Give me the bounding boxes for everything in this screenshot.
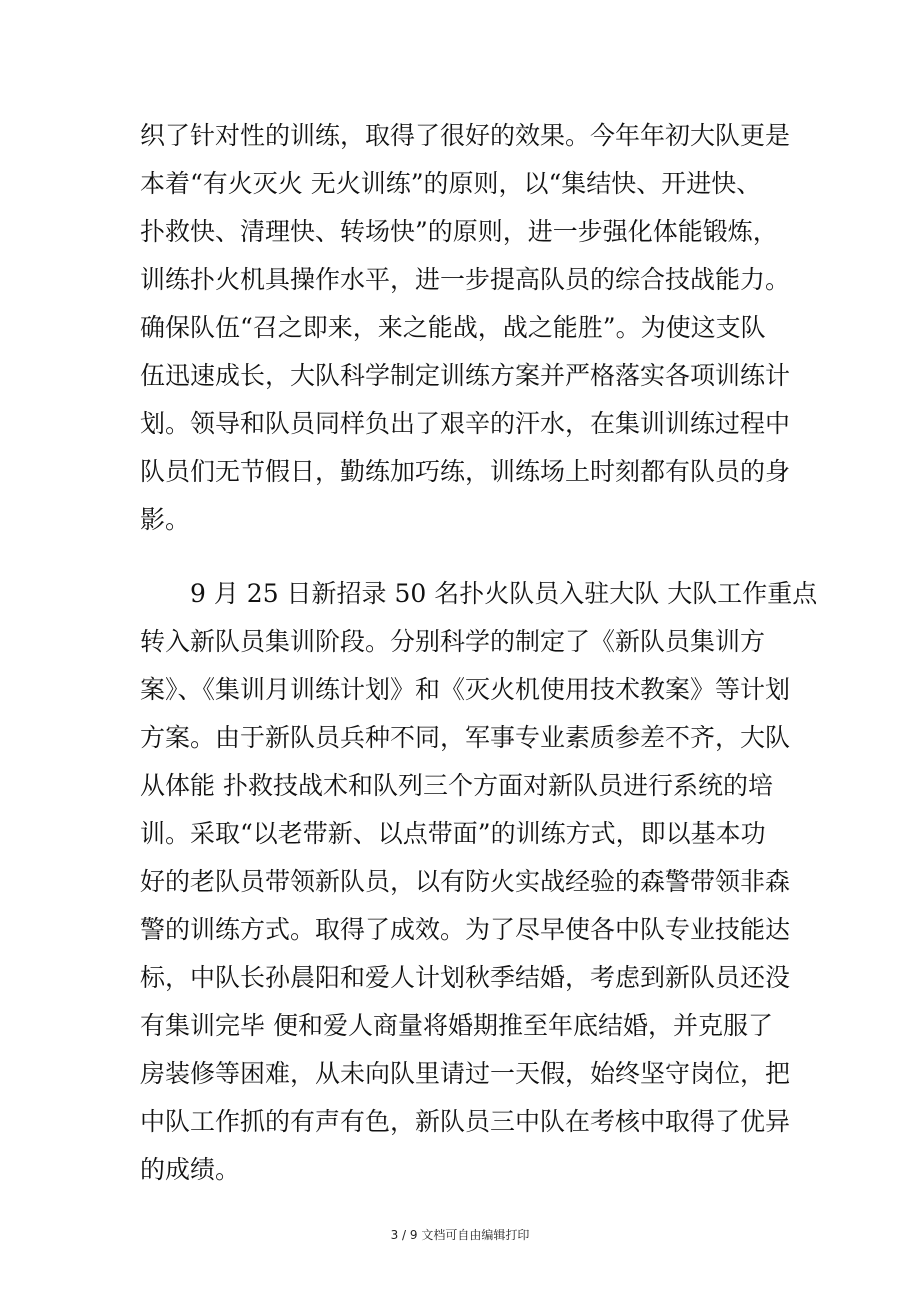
- text-line: 队员们无节假日，勤练加巧练，训练场上时刻都有队员的身: [140, 457, 791, 486]
- text-line: 扑救快、清理快、转场快”的原则，进一步强化体能锻炼，: [140, 217, 778, 246]
- page-number-label: 3 / 9 文档可自由编辑打印: [390, 1228, 530, 1242]
- text-line: 训。采取“以老带新、以点带面”的训练方式，即以基本功: [140, 819, 766, 848]
- text-line: 好的老队员带领新队员，以有防火实战经验的森警带领非森: [140, 867, 791, 896]
- text-line: 案》、《集训月训练计划》和《灭火机使用技术教案》等计划: [140, 675, 791, 704]
- paragraph-1: [140, 112, 791, 544]
- text-line: 织了针对性的训练，取得了很好的效果。今年年初大队更是: [140, 121, 791, 150]
- paragraph-spacer: [140, 544, 780, 570]
- document-body: [140, 112, 818, 1194]
- text-line: 本着“有火灭火 无火训练”的原则，以“集结快、开进快、: [140, 169, 762, 198]
- paragraph-2: [140, 570, 818, 1194]
- text-line: 确保队伍“召之即来，来之能战，战之能胜”。为使这支队: [140, 313, 766, 342]
- text-line: 有集训完毕 便和爱人商量将婚期推至年底结婚，并克服了: [140, 1011, 773, 1040]
- text-line: 影。: [140, 505, 191, 534]
- text-line: 房装修等困难，从未向队里请过一天假，始终坚守岗位，把: [140, 1059, 791, 1088]
- text-line: 划。领导和队员同样负出了艰辛的汗水，在集训训练过程中: [140, 409, 791, 438]
- text-line: 训练扑火机具操作水平，进一步提高队员的综合技战能力。: [140, 265, 791, 294]
- text-line: 警的训练方式。取得了成效。为了尽早使各中队专业技能达: [140, 915, 791, 944]
- text-line: 转入新队员集训阶段。分别科学的制定了《新队员集训方: [140, 627, 766, 656]
- text-line: 中队工作抓的有声有色，新队员三中队在考核中取得了优异: [140, 1107, 791, 1136]
- text-line: 的成绩。: [140, 1155, 241, 1184]
- page-footer: [0, 1226, 920, 1243]
- text-line: 伍迅速成长，大队科学制定训练方案并严格落实各项训练计: [140, 361, 791, 390]
- text-line: 标，中队长孙晨阳和爱人计划秋季结婚，考虑到新队员还没: [140, 963, 791, 992]
- text-line: 方案。由于新队员兵种不同，军事专业素质参差不齐，大队: [140, 723, 791, 752]
- text-line: 9 月 25 日新招录 50 名扑火队员入驻大队 大队工作重点: [190, 579, 818, 608]
- text-line: 从体能 扑救技战术和队列三个方面对新队员进行系统的培: [140, 771, 773, 800]
